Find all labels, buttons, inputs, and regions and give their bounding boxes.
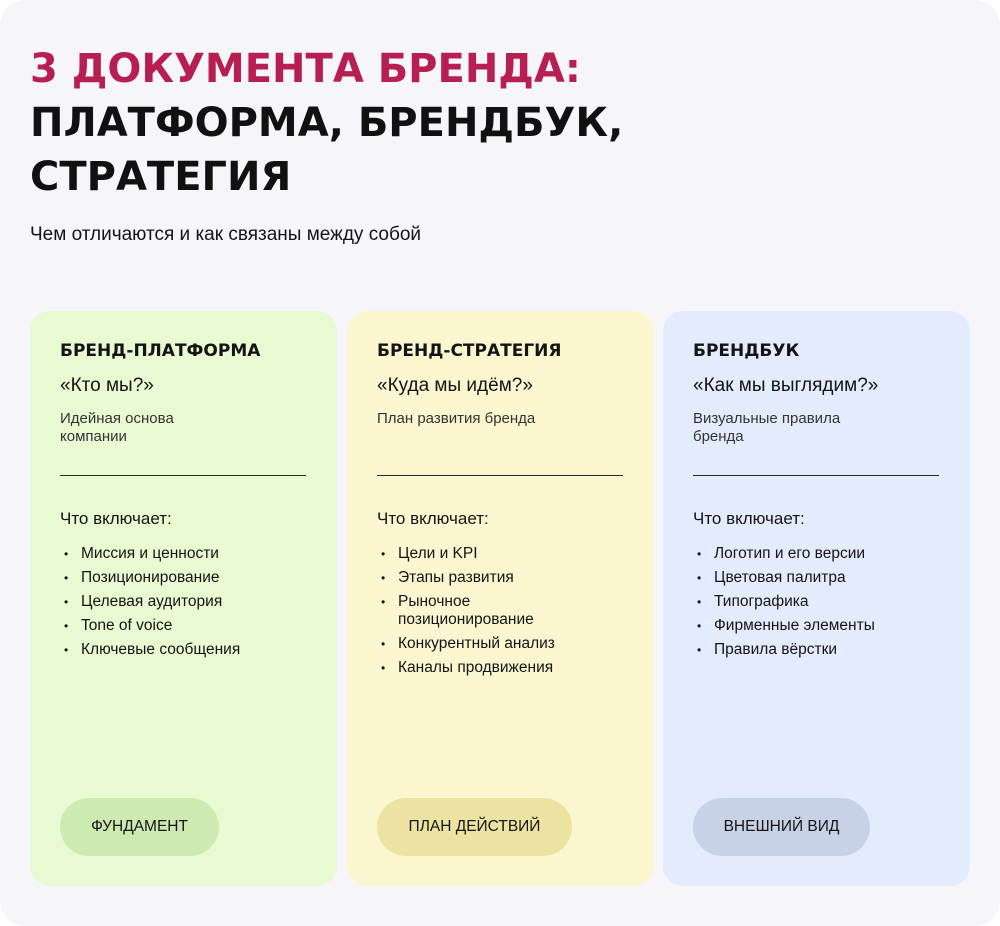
list-item bbox=[381, 635, 621, 653]
list-item-text: Цели и KPI bbox=[398, 545, 478, 562]
card-badge: ПЛАН ДЕЙСТВИЙ bbox=[377, 798, 572, 856]
bullet-icon: • bbox=[697, 643, 702, 657]
bullet-icon: • bbox=[697, 571, 702, 585]
card-title: БРЕНДБУК bbox=[693, 341, 800, 361]
card-divider bbox=[693, 475, 939, 476]
card-brand-platform bbox=[30, 311, 337, 886]
title-line-3: СТРАТЕГИЯ bbox=[30, 154, 292, 200]
list-item bbox=[697, 617, 937, 635]
card-question: «Кто мы?» bbox=[60, 375, 154, 396]
list-item bbox=[64, 617, 304, 635]
bullet-icon: • bbox=[697, 547, 702, 561]
list-item-text: Конкурентный анализ bbox=[398, 635, 555, 652]
bullet-icon: • bbox=[381, 595, 386, 609]
bullet-icon: • bbox=[381, 571, 386, 585]
list-item bbox=[64, 593, 304, 611]
card-title: БРЕНД-ПЛАТФОРМА bbox=[60, 341, 261, 361]
list-item bbox=[64, 569, 304, 587]
list-item bbox=[381, 545, 621, 563]
list-item bbox=[697, 641, 937, 659]
list-item bbox=[381, 593, 578, 629]
bullet-icon: • bbox=[64, 619, 69, 633]
list-item bbox=[64, 641, 304, 659]
list-item-text: Целевая аудитория bbox=[81, 593, 223, 610]
card-title: БРЕНД-СТРАТЕГИЯ bbox=[377, 341, 562, 361]
card-description: План развития бренда bbox=[377, 410, 536, 427]
bullet-icon: • bbox=[381, 661, 386, 675]
list-item-text: Каналы продвижения bbox=[398, 659, 554, 676]
bullet-icon: • bbox=[381, 637, 386, 651]
list-item-text: Этапы развития bbox=[398, 569, 514, 586]
list-item-text: Правила вёрстки bbox=[714, 641, 838, 658]
list-item-text: Фирменные элементы bbox=[714, 617, 875, 634]
list-item-text: Цветовая палитра bbox=[714, 569, 846, 586]
card-brand-strategy bbox=[347, 311, 654, 886]
bullet-icon: • bbox=[64, 547, 69, 561]
bullet-icon: • bbox=[697, 619, 702, 633]
bullet-icon: • bbox=[697, 595, 702, 609]
list-item-text: Tone of voice bbox=[81, 617, 173, 634]
bullet-icon: • bbox=[64, 571, 69, 585]
list-item bbox=[697, 545, 937, 563]
list-item bbox=[697, 569, 937, 587]
card-includes-label: Что включает: bbox=[60, 509, 172, 528]
card-brandbook bbox=[663, 311, 970, 886]
list-item-text: Типографика bbox=[714, 593, 809, 610]
list-item bbox=[64, 545, 304, 563]
card-question: «Куда мы идём?» bbox=[377, 375, 533, 396]
page-subtitle: Чем отличаются и как связаны между собой bbox=[30, 224, 422, 245]
card-description: Идейная основа компании bbox=[60, 410, 174, 445]
list-item-text: Рыночное позиционирование bbox=[398, 593, 534, 628]
card-items-list bbox=[64, 545, 304, 665]
card-badge: ФУНДАМЕНТ bbox=[60, 798, 219, 856]
list-item-text: Ключевые сообщения bbox=[81, 641, 241, 658]
list-item bbox=[381, 659, 621, 677]
card-question: «Как мы выглядим?» bbox=[693, 375, 879, 396]
list-item bbox=[381, 569, 621, 587]
list-item-text: Позиционирование bbox=[81, 569, 220, 586]
card-items-list bbox=[381, 545, 621, 683]
title-line-2: ПЛАТФОРМА, БРЕНДБУК, bbox=[30, 100, 624, 146]
card-badge: ВНЕШНИЙ ВИД bbox=[693, 798, 870, 856]
card-includes-label: Что включает: bbox=[377, 509, 489, 528]
bullet-icon: • bbox=[64, 643, 69, 657]
title-line-1: 3 ДОКУМЕНТА БРЕНДА: bbox=[30, 46, 581, 92]
card-divider bbox=[377, 475, 623, 476]
bullet-icon: • bbox=[64, 595, 69, 609]
page-title bbox=[30, 42, 623, 204]
card-items-list bbox=[697, 545, 937, 665]
list-item bbox=[697, 593, 937, 611]
card-divider bbox=[60, 475, 306, 476]
list-item-text: Миссия и ценности bbox=[81, 545, 219, 562]
card-includes-label: Что включает: bbox=[693, 509, 805, 528]
card-description: Визуальные правила бренда bbox=[693, 410, 841, 445]
bullet-icon: • bbox=[381, 547, 386, 561]
list-item-text: Логотип и его версии bbox=[714, 545, 866, 562]
